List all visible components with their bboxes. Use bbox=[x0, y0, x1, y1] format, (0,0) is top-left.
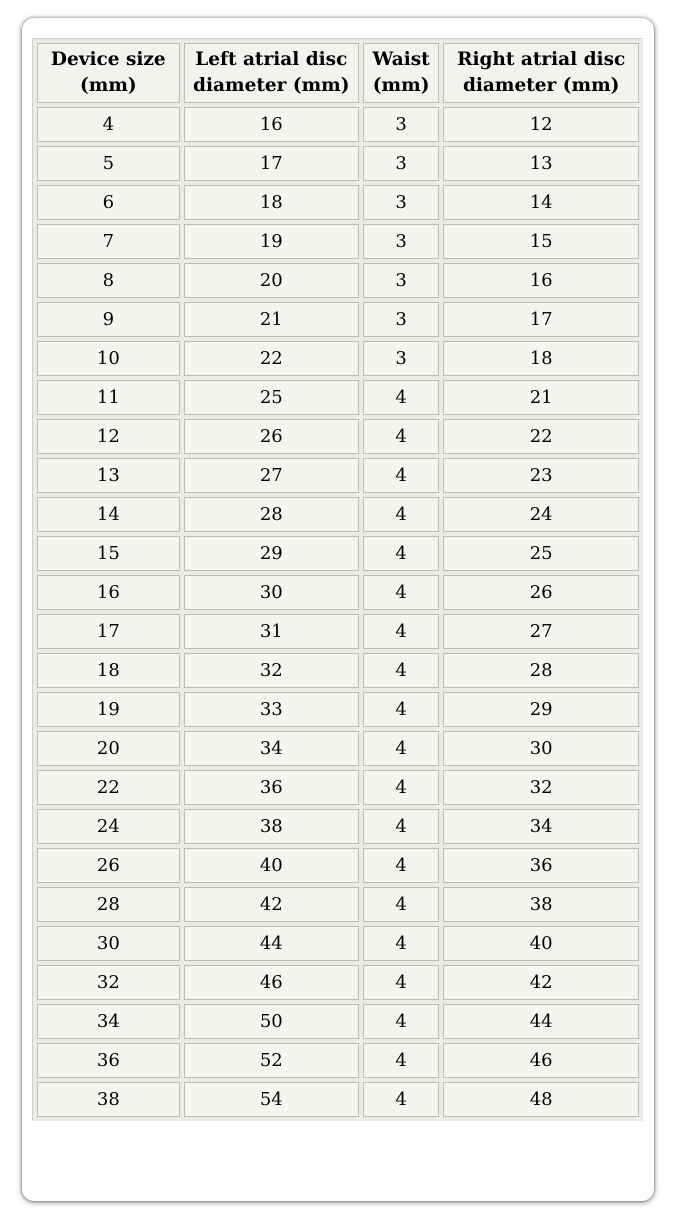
cell-device-size: 24 bbox=[37, 809, 180, 844]
cell-device-size: 7 bbox=[37, 224, 180, 259]
cell-left-atrial-disc: 46 bbox=[184, 965, 359, 1000]
table-row bbox=[37, 809, 639, 844]
cell-device-size: 17 bbox=[37, 614, 180, 649]
cell-right-atrial-disc: 32 bbox=[443, 770, 639, 805]
header-label: Left atrial disc bbox=[195, 49, 348, 70]
table-row bbox=[37, 146, 639, 181]
header-label: Right atrial disc bbox=[457, 49, 626, 70]
table-row bbox=[37, 848, 639, 883]
header-label: Device size bbox=[50, 49, 166, 70]
cell-waist: 3 bbox=[363, 185, 439, 220]
cell-waist: 3 bbox=[363, 107, 439, 142]
cell-waist: 3 bbox=[363, 302, 439, 337]
table-row bbox=[37, 926, 639, 961]
cell-right-atrial-disc: 26 bbox=[443, 575, 639, 610]
table-row bbox=[37, 497, 639, 532]
cell-left-atrial-disc: 30 bbox=[184, 575, 359, 610]
cell-left-atrial-disc: 38 bbox=[184, 809, 359, 844]
cell-left-atrial-disc: 42 bbox=[184, 887, 359, 922]
cell-right-atrial-disc: 25 bbox=[443, 536, 639, 571]
cell-left-atrial-disc: 34 bbox=[184, 731, 359, 766]
cell-left-atrial-disc: 33 bbox=[184, 692, 359, 727]
table-row bbox=[37, 575, 639, 610]
table-row bbox=[37, 1082, 639, 1117]
cell-waist: 4 bbox=[363, 380, 439, 415]
table-card bbox=[22, 18, 654, 1201]
cell-waist: 3 bbox=[363, 263, 439, 298]
table-row bbox=[37, 263, 639, 298]
cell-right-atrial-disc: 28 bbox=[443, 653, 639, 688]
header-unit: (mm) bbox=[372, 75, 430, 96]
cell-waist: 4 bbox=[363, 1082, 439, 1117]
cell-right-atrial-disc: 34 bbox=[443, 809, 639, 844]
cell-left-atrial-disc: 28 bbox=[184, 497, 359, 532]
cell-waist: 4 bbox=[363, 692, 439, 727]
cell-waist: 4 bbox=[363, 965, 439, 1000]
cell-device-size: 5 bbox=[37, 146, 180, 181]
cell-left-atrial-disc: 31 bbox=[184, 614, 359, 649]
table-row bbox=[37, 614, 639, 649]
cell-right-atrial-disc: 27 bbox=[443, 614, 639, 649]
cell-right-atrial-disc: 17 bbox=[443, 302, 639, 337]
cell-left-atrial-disc: 20 bbox=[184, 263, 359, 298]
cell-waist: 4 bbox=[363, 1004, 439, 1039]
cell-device-size: 26 bbox=[37, 848, 180, 883]
table-row bbox=[37, 224, 639, 259]
cell-device-size: 34 bbox=[37, 1004, 180, 1039]
cell-device-size: 15 bbox=[37, 536, 180, 571]
cell-waist: 4 bbox=[363, 731, 439, 766]
cell-right-atrial-disc: 12 bbox=[443, 107, 639, 142]
table-row bbox=[37, 1043, 639, 1078]
cell-waist: 3 bbox=[363, 146, 439, 181]
table-row bbox=[37, 1004, 639, 1039]
cell-left-atrial-disc: 17 bbox=[184, 146, 359, 181]
cell-device-size: 8 bbox=[37, 263, 180, 298]
cell-left-atrial-disc: 25 bbox=[184, 380, 359, 415]
cell-right-atrial-disc: 40 bbox=[443, 926, 639, 961]
cell-left-atrial-disc: 50 bbox=[184, 1004, 359, 1039]
cell-device-size: 30 bbox=[37, 926, 180, 961]
cell-right-atrial-disc: 48 bbox=[443, 1082, 639, 1117]
cell-right-atrial-disc: 30 bbox=[443, 731, 639, 766]
header-unit: diameter (mm) bbox=[193, 75, 350, 96]
table-row bbox=[37, 107, 639, 142]
cell-waist: 4 bbox=[363, 614, 439, 649]
cell-right-atrial-disc: 29 bbox=[443, 692, 639, 727]
table-row bbox=[37, 419, 639, 454]
cell-right-atrial-disc: 21 bbox=[443, 380, 639, 415]
cell-right-atrial-disc: 23 bbox=[443, 458, 639, 493]
table-row bbox=[37, 341, 639, 376]
cell-device-size: 22 bbox=[37, 770, 180, 805]
cell-waist: 3 bbox=[363, 224, 439, 259]
cell-waist: 4 bbox=[363, 419, 439, 454]
cell-left-atrial-disc: 52 bbox=[184, 1043, 359, 1078]
cell-device-size: 38 bbox=[37, 1082, 180, 1117]
cell-left-atrial-disc: 26 bbox=[184, 419, 359, 454]
table-body bbox=[37, 107, 639, 1117]
cell-left-atrial-disc: 36 bbox=[184, 770, 359, 805]
cell-left-atrial-disc: 40 bbox=[184, 848, 359, 883]
cell-waist: 4 bbox=[363, 497, 439, 532]
cell-device-size: 4 bbox=[37, 107, 180, 142]
cell-left-atrial-disc: 29 bbox=[184, 536, 359, 571]
cell-waist: 4 bbox=[363, 575, 439, 610]
cell-left-atrial-disc: 16 bbox=[184, 107, 359, 142]
cell-device-size: 11 bbox=[37, 380, 180, 415]
cell-left-atrial-disc: 21 bbox=[184, 302, 359, 337]
cell-waist: 4 bbox=[363, 653, 439, 688]
cell-waist: 4 bbox=[363, 1043, 439, 1078]
cell-device-size: 14 bbox=[37, 497, 180, 532]
cell-left-atrial-disc: 18 bbox=[184, 185, 359, 220]
cell-right-atrial-disc: 22 bbox=[443, 419, 639, 454]
cell-waist: 4 bbox=[363, 458, 439, 493]
cell-right-atrial-disc: 16 bbox=[443, 263, 639, 298]
table-frame bbox=[32, 38, 643, 1121]
table-row bbox=[37, 302, 639, 337]
cell-device-size: 20 bbox=[37, 731, 180, 766]
table-row bbox=[37, 653, 639, 688]
cell-device-size: 10 bbox=[37, 341, 180, 376]
cell-waist: 4 bbox=[363, 848, 439, 883]
cell-right-atrial-disc: 14 bbox=[443, 185, 639, 220]
device-size-table bbox=[33, 39, 643, 1121]
table-row bbox=[37, 458, 639, 493]
cell-right-atrial-disc: 13 bbox=[443, 146, 639, 181]
cell-right-atrial-disc: 24 bbox=[443, 497, 639, 532]
table-row bbox=[37, 380, 639, 415]
cell-device-size: 6 bbox=[37, 185, 180, 220]
cell-device-size: 12 bbox=[37, 419, 180, 454]
cell-left-atrial-disc: 54 bbox=[184, 1082, 359, 1117]
header-label: Waist bbox=[372, 49, 430, 70]
cell-device-size: 32 bbox=[37, 965, 180, 1000]
cell-device-size: 36 bbox=[37, 1043, 180, 1078]
cell-right-atrial-disc: 44 bbox=[443, 1004, 639, 1039]
cell-left-atrial-disc: 44 bbox=[184, 926, 359, 961]
cell-waist: 4 bbox=[363, 926, 439, 961]
cell-right-atrial-disc: 46 bbox=[443, 1043, 639, 1078]
cell-device-size: 18 bbox=[37, 653, 180, 688]
cell-waist: 3 bbox=[363, 341, 439, 376]
cell-device-size: 16 bbox=[37, 575, 180, 610]
cell-right-atrial-disc: 36 bbox=[443, 848, 639, 883]
cell-device-size: 13 bbox=[37, 458, 180, 493]
header-device-size bbox=[37, 43, 180, 103]
header-row bbox=[37, 43, 639, 103]
cell-right-atrial-disc: 18 bbox=[443, 341, 639, 376]
cell-left-atrial-disc: 19 bbox=[184, 224, 359, 259]
cell-device-size: 28 bbox=[37, 887, 180, 922]
cell-left-atrial-disc: 22 bbox=[184, 341, 359, 376]
cell-device-size: 9 bbox=[37, 302, 180, 337]
table-row bbox=[37, 965, 639, 1000]
header-unit: diameter (mm) bbox=[462, 75, 620, 96]
table-row bbox=[37, 692, 639, 727]
table-row bbox=[37, 536, 639, 571]
cell-waist: 4 bbox=[363, 536, 439, 571]
cell-right-atrial-disc: 38 bbox=[443, 887, 639, 922]
header-right-atrial-disc bbox=[443, 43, 639, 103]
cell-device-size: 19 bbox=[37, 692, 180, 727]
cell-left-atrial-disc: 32 bbox=[184, 653, 359, 688]
table-row bbox=[37, 770, 639, 805]
table-row bbox=[37, 731, 639, 766]
header-unit: (mm) bbox=[80, 75, 137, 96]
cell-waist: 4 bbox=[363, 887, 439, 922]
cell-waist: 4 bbox=[363, 770, 439, 805]
cell-right-atrial-disc: 15 bbox=[443, 224, 639, 259]
table-row bbox=[37, 185, 639, 220]
cell-waist: 4 bbox=[363, 809, 439, 844]
table-row bbox=[37, 887, 639, 922]
cell-left-atrial-disc: 27 bbox=[184, 458, 359, 493]
header-left-atrial-disc bbox=[184, 43, 359, 103]
cell-right-atrial-disc: 42 bbox=[443, 965, 639, 1000]
header-waist bbox=[363, 43, 439, 103]
